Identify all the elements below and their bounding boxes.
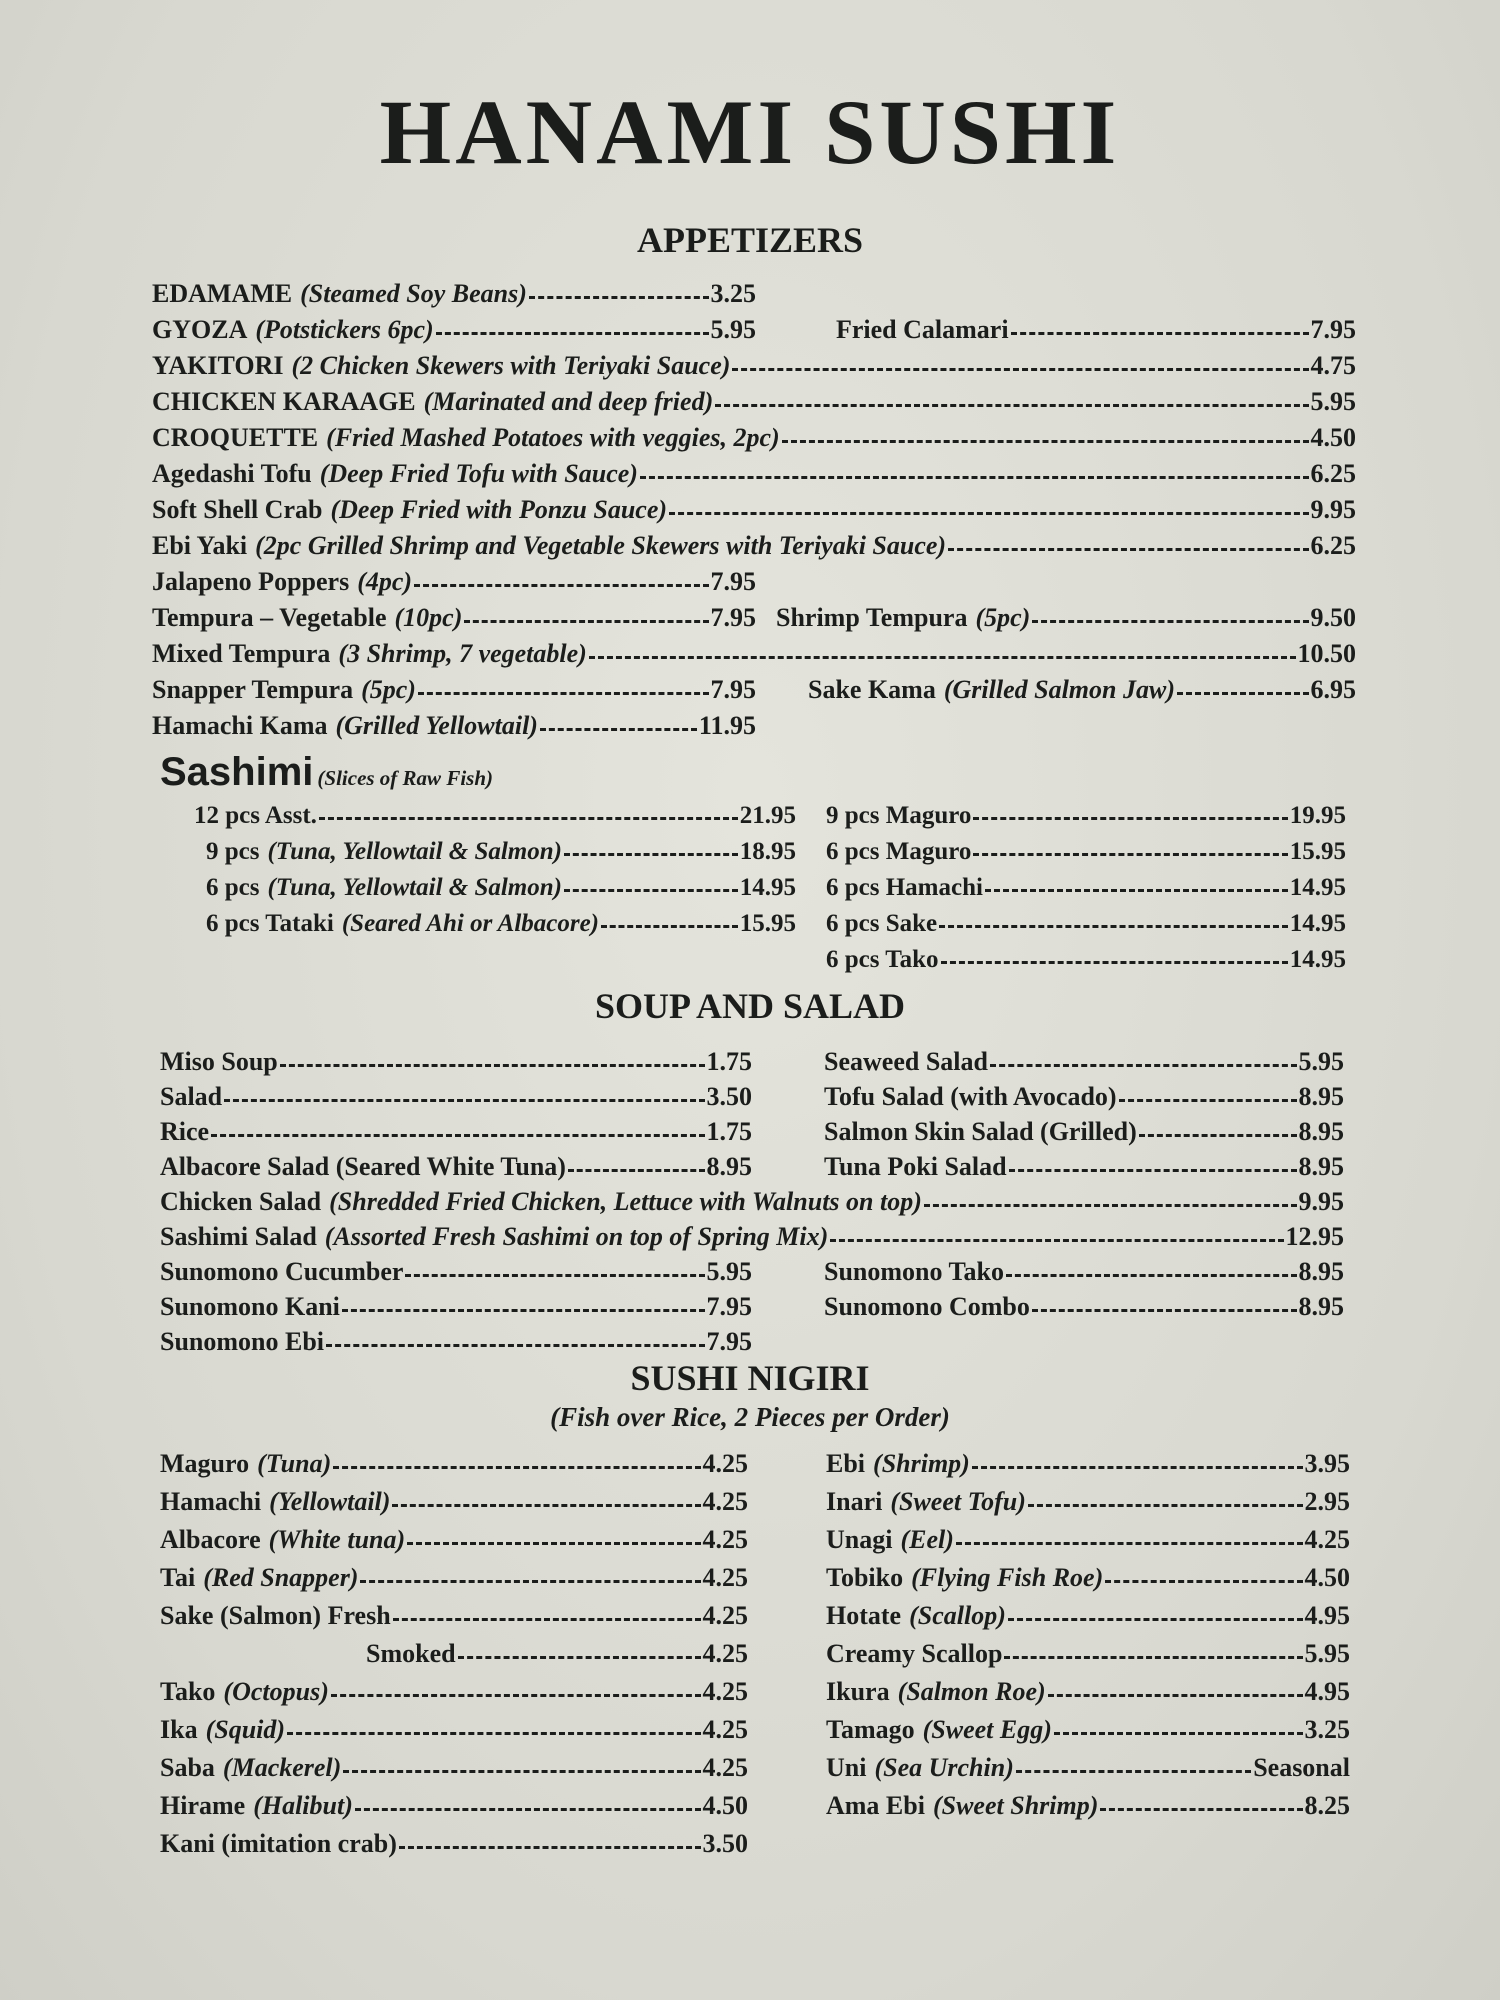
item-name: Tamago — [826, 1715, 915, 1744]
appetizers-item — [152, 604, 756, 633]
item-name: Sunomono Cucumber — [160, 1257, 404, 1286]
dot-leader — [529, 296, 709, 299]
item-price: 9.95 — [1310, 495, 1356, 524]
dot-leader — [343, 1770, 700, 1773]
dot-leader — [224, 1099, 704, 1102]
appetizers-item — [152, 496, 1356, 525]
soup-salad-item — [160, 1293, 752, 1322]
item-description: (Grilled Salmon Jaw) — [943, 675, 1175, 704]
item-description: (Flying Fish Roe) — [911, 1563, 1104, 1592]
item-name: Ama Ebi — [826, 1791, 925, 1820]
item-description: (Sweet Egg) — [922, 1715, 1052, 1744]
nigiri-item — [826, 1602, 1350, 1631]
dot-leader — [985, 889, 1288, 892]
nigiri-item — [826, 1564, 1350, 1593]
item-name: Salmon Skin Salad (Grilled) — [824, 1117, 1137, 1146]
dot-leader — [355, 1808, 701, 1811]
item-name: Jalapeno Poppers — [152, 567, 350, 596]
item-description: (Tuna, Yellowtail & Salmon) — [267, 874, 562, 901]
item-description: (Sweet Shrimp) — [932, 1791, 1099, 1820]
dot-leader — [436, 332, 709, 335]
item-price: 3.95 — [1304, 1449, 1350, 1478]
nigiri-item — [826, 1488, 1350, 1517]
dot-leader — [1119, 1099, 1297, 1102]
dot-leader — [360, 1580, 700, 1583]
appetizers-item — [152, 352, 1356, 381]
dot-leader — [1006, 1274, 1297, 1277]
item-description: (Eel) — [900, 1525, 954, 1554]
item-name: Tako — [160, 1677, 216, 1706]
item-price: 4.25 — [702, 1753, 748, 1782]
dot-leader — [1048, 1694, 1303, 1697]
item-description: (Shredded Fried Chicken, Lettuce with Walnuts on top) — [329, 1187, 922, 1216]
item-price: Seasonal — [1253, 1753, 1350, 1782]
dot-leader — [1028, 1504, 1303, 1507]
nigiri-item — [826, 1450, 1350, 1479]
item-price: 4.50 — [702, 1791, 748, 1820]
item-price: 5.95 — [1310, 387, 1356, 416]
dot-leader — [956, 1542, 1303, 1545]
item-name: Hotate — [826, 1601, 902, 1630]
dot-leader — [1004, 1656, 1302, 1659]
nigiri-item — [826, 1526, 1350, 1555]
item-name: GYOZA — [152, 315, 248, 344]
item-name: Tuna Poki Salad — [824, 1152, 1007, 1181]
dot-leader — [464, 620, 708, 623]
item-description: (Fried Mashed Potatoes with veggies, 2pc) — [326, 423, 780, 452]
dot-leader — [392, 1504, 700, 1507]
item-price: 5.95 — [1304, 1639, 1350, 1668]
item-description: (Yellowtail) — [269, 1487, 391, 1516]
dot-leader — [732, 368, 1308, 371]
soup-salad-item — [160, 1118, 752, 1147]
item-description: (Assorted Fresh Sashimi on top of Spring Mix) — [324, 1222, 829, 1251]
item-name: 6 pcs Tataki — [206, 910, 334, 937]
soup-salad-item — [824, 1083, 1344, 1112]
dot-leader — [399, 1846, 701, 1849]
item-name: 6 pcs Maguro — [826, 838, 972, 865]
item-description: (Red Snapper) — [203, 1563, 359, 1592]
item-name: Kani (imitation crab) — [160, 1829, 397, 1858]
dot-leader — [540, 728, 697, 731]
item-price: 4.50 — [1304, 1563, 1350, 1592]
nigiri-item — [160, 1754, 748, 1783]
dot-leader — [1139, 1134, 1297, 1137]
item-description: (Shrimp) — [873, 1449, 970, 1478]
item-price: 1.75 — [706, 1117, 752, 1146]
item-price: 7.95 — [706, 1292, 752, 1321]
item-name: Albacore — [160, 1525, 261, 1554]
item-name: Fried Calamari — [836, 315, 1009, 344]
nigiri-item — [160, 1830, 748, 1859]
item-price: 8.95 — [1298, 1152, 1344, 1181]
appetizers-item — [152, 316, 756, 345]
item-description: (Potstickers 6pc) — [255, 315, 434, 344]
item-name: Soft Shell Crab — [152, 495, 323, 524]
item-name: Tobiko — [826, 1563, 904, 1592]
item-price: 15.95 — [739, 910, 796, 937]
item-name: CHICKEN KARAAGE — [152, 387, 416, 416]
appetizers-item — [152, 532, 1356, 561]
dot-leader — [939, 925, 1288, 928]
item-price: 4.95 — [1304, 1601, 1350, 1630]
item-price: 21.95 — [739, 802, 796, 829]
nigiri-item — [826, 1754, 1350, 1783]
item-name: Seaweed Salad — [824, 1047, 988, 1076]
appetizers-item — [152, 424, 1356, 453]
dot-leader — [458, 1656, 701, 1659]
dot-leader — [287, 1732, 700, 1735]
item-name: Sunomono Kani — [160, 1292, 340, 1321]
dot-leader — [973, 853, 1287, 856]
item-description: (Salmon Roe) — [897, 1677, 1046, 1706]
item-name: Ika — [160, 1715, 198, 1744]
appetizers-item — [152, 280, 756, 309]
soup-salad-item — [824, 1048, 1344, 1077]
sashimi-item — [206, 874, 796, 902]
item-price: 4.25 — [702, 1525, 748, 1554]
soup-salad-item — [160, 1048, 752, 1077]
sashimi-item — [826, 946, 1346, 974]
item-price: 3.50 — [706, 1082, 752, 1111]
sashimi-item — [826, 838, 1346, 866]
item-name: Miso Soup — [160, 1047, 278, 1076]
item-price: 4.95 — [1304, 1677, 1350, 1706]
sashimi-subtitle: (Slices of Raw Fish) — [317, 766, 494, 790]
item-name: 6 pcs Hamachi — [826, 874, 983, 901]
item-description: (Steamed Soy Beans) — [300, 279, 527, 308]
dot-leader — [333, 1466, 700, 1469]
dot-leader — [280, 1064, 705, 1067]
item-price: 1.75 — [706, 1047, 752, 1076]
item-name: 9 pcs Maguro — [826, 802, 972, 829]
dot-leader — [1100, 1808, 1302, 1811]
nigiri-item — [160, 1602, 748, 1631]
item-price: 2.95 — [1304, 1487, 1350, 1516]
item-price: 7.95 — [706, 1327, 752, 1356]
soup-salad-item — [160, 1258, 752, 1287]
item-description: (Octopus) — [223, 1677, 329, 1706]
item-price: 8.95 — [1298, 1117, 1344, 1146]
sashimi-item — [826, 802, 1346, 830]
appetizers-item — [776, 604, 1356, 633]
dot-leader — [948, 548, 1308, 551]
item-description: (Scallop) — [909, 1601, 1006, 1630]
item-price: 7.95 — [710, 567, 756, 596]
item-name: 6 pcs Tako — [826, 946, 939, 973]
item-price: 4.25 — [702, 1449, 748, 1478]
item-price: 5.95 — [710, 315, 756, 344]
nigiri-item — [826, 1640, 1350, 1669]
item-price: 9.95 — [1298, 1187, 1344, 1216]
dot-leader — [782, 440, 1309, 443]
appetizers-item — [152, 568, 756, 597]
dot-leader — [972, 1466, 1303, 1469]
item-name: Tempura – Vegetable — [152, 603, 387, 632]
item-name: Tai — [160, 1563, 196, 1592]
item-name: Smoked — [366, 1639, 456, 1668]
sashimi-item — [826, 874, 1346, 902]
dot-leader — [924, 1204, 1297, 1207]
dot-leader — [393, 1618, 701, 1621]
dot-leader — [342, 1309, 705, 1312]
item-name: Maguro — [160, 1449, 250, 1478]
item-name: 6 pcs — [206, 874, 260, 901]
item-description: (White tuna) — [268, 1525, 406, 1554]
item-price: 7.95 — [710, 603, 756, 632]
dot-leader — [568, 1169, 705, 1172]
item-name: EDAMAME — [152, 279, 293, 308]
soup-salad-item — [824, 1118, 1344, 1147]
dot-leader — [1032, 620, 1308, 623]
item-price: 18.95 — [739, 838, 796, 865]
item-description: (Halibut) — [253, 1791, 353, 1820]
item-price: 4.25 — [702, 1639, 748, 1668]
item-price: 15.95 — [1289, 838, 1346, 865]
item-name: Snapper Tempura — [152, 675, 354, 704]
item-price: 9.50 — [1310, 603, 1356, 632]
item-price: 19.95 — [1289, 802, 1346, 829]
dot-leader — [941, 961, 1288, 964]
appetizers-item — [152, 712, 756, 741]
item-name: Ikura — [826, 1677, 890, 1706]
item-description: (Grilled Yellowtail) — [335, 711, 538, 740]
nigiri-item — [160, 1716, 748, 1745]
item-price: 4.50 — [1310, 423, 1356, 452]
item-name: Uni — [826, 1753, 867, 1782]
dot-leader — [418, 692, 709, 695]
dot-leader — [326, 1344, 704, 1347]
item-price: 7.95 — [710, 675, 756, 704]
dot-leader — [715, 404, 1308, 407]
dot-leader — [1009, 1169, 1297, 1172]
item-price: 4.25 — [702, 1563, 748, 1592]
soup-salad-item — [160, 1188, 1344, 1217]
dot-leader — [405, 1274, 704, 1277]
item-description: (Deep Fried with Ponzu Sauce) — [330, 495, 668, 524]
item-price: 4.25 — [1304, 1525, 1350, 1554]
item-name: Sake Kama — [808, 675, 936, 704]
item-name: Sunomono Combo — [824, 1292, 1030, 1321]
nigiri-item — [160, 1564, 748, 1593]
item-name: Saba — [160, 1753, 215, 1782]
item-name: Ebi — [826, 1449, 866, 1478]
item-description: (Tuna, Yellowtail & Salmon) — [267, 838, 562, 865]
item-name: Shrimp Tempura — [776, 603, 968, 632]
nigiri-item — [160, 1488, 748, 1517]
item-description: (Marinated and deep fried) — [423, 387, 714, 416]
item-price: 8.95 — [1298, 1082, 1344, 1111]
item-name: Inari — [826, 1487, 883, 1516]
dot-leader — [1008, 1618, 1303, 1621]
item-price: 4.25 — [702, 1677, 748, 1706]
item-name: Mixed Tempura — [152, 639, 331, 668]
item-name: Sashimi Salad — [160, 1222, 317, 1251]
item-description: (Tuna) — [257, 1449, 332, 1478]
dot-leader — [211, 1134, 704, 1137]
dot-leader — [640, 476, 1309, 479]
item-price: 8.25 — [1304, 1791, 1350, 1820]
appetizers-item — [152, 676, 756, 705]
item-price: 5.95 — [1298, 1047, 1344, 1076]
soup-salad-item — [824, 1258, 1344, 1287]
item-price: 14.95 — [1289, 946, 1346, 973]
dot-leader — [319, 817, 738, 820]
item-price: 6.25 — [1310, 531, 1356, 560]
item-price: 4.25 — [702, 1601, 748, 1630]
nigiri-item — [160, 1792, 748, 1821]
item-description: (3 Shrimp, 7 vegetable) — [338, 639, 587, 668]
item-name: Sunomono Ebi — [160, 1327, 325, 1356]
item-name: YAKITORI — [152, 351, 284, 380]
appetizers-item — [808, 676, 1356, 705]
nigiri-item — [160, 1526, 748, 1555]
item-name: Salad — [160, 1082, 223, 1111]
item-description: (4pc) — [357, 567, 413, 596]
item-name: Sake (Salmon) Fresh — [160, 1601, 391, 1630]
item-name: Creamy Scallop — [826, 1639, 1003, 1668]
dot-leader — [601, 925, 738, 928]
nigiri-item — [160, 1450, 748, 1479]
appetizers-item — [152, 388, 1356, 417]
dot-leader — [1032, 1309, 1297, 1312]
item-price: 4.25 — [702, 1487, 748, 1516]
dot-leader — [830, 1239, 1283, 1242]
sashimi-item — [194, 802, 796, 830]
soup-salad-item — [824, 1293, 1344, 1322]
item-name: Tofu Salad (with Avocado) — [824, 1082, 1117, 1111]
soup-salad-heading: SOUP AND SALAD — [594, 986, 906, 1026]
dot-leader — [564, 889, 738, 892]
item-price: 7.95 — [1310, 315, 1356, 344]
item-description: (10pc) — [394, 603, 463, 632]
item-name: 9 pcs — [206, 838, 260, 865]
item-description: (Squid) — [205, 1715, 286, 1744]
dot-leader — [669, 512, 1308, 515]
appetizers-heading: APPETIZERS — [636, 220, 864, 260]
item-description: (2 Chicken Skewers with Teriyaki Sauce) — [291, 351, 731, 380]
item-price: 14.95 — [1289, 910, 1346, 937]
item-price: 8.95 — [706, 1152, 752, 1181]
item-name: Hirame — [160, 1791, 246, 1820]
item-price: 14.95 — [739, 874, 796, 901]
item-price: 8.95 — [1298, 1257, 1344, 1286]
nigiri-subtitle: (Fish over Rice, 2 Pieces per Order) — [550, 1402, 950, 1432]
item-price: 11.95 — [698, 711, 756, 740]
dot-leader — [414, 584, 708, 587]
item-name: Rice — [160, 1117, 210, 1146]
item-description: (Deep Fried Tofu with Sauce) — [319, 459, 638, 488]
item-price: 12.95 — [1285, 1222, 1344, 1251]
item-description: (Seared Ahi or Albacore) — [341, 910, 600, 937]
nigiri-item — [160, 1678, 748, 1707]
appetizers-item — [152, 460, 1356, 489]
sashimi-item — [206, 910, 796, 938]
dot-leader — [331, 1694, 701, 1697]
nigiri-item — [826, 1792, 1350, 1821]
item-price: 3.50 — [702, 1829, 748, 1858]
sashimi-title: Sashimi — [160, 750, 314, 794]
item-price: 8.95 — [1298, 1292, 1344, 1321]
dot-leader — [589, 656, 1296, 659]
item-name: CROQUETTE — [152, 423, 319, 452]
sashimi-item — [826, 910, 1346, 938]
soup-salad-item — [824, 1153, 1344, 1182]
soup-salad-item — [160, 1153, 752, 1182]
item-name: 12 pcs Asst. — [194, 802, 317, 829]
item-description: (Sweet Tofu) — [890, 1487, 1026, 1516]
item-price: 6.95 — [1310, 675, 1356, 704]
item-name: Ebi Yaki — [152, 531, 248, 560]
dot-leader — [1016, 1770, 1251, 1773]
soup-salad-item — [160, 1223, 1344, 1252]
nigiri-item — [826, 1716, 1350, 1745]
dot-leader — [973, 817, 1287, 820]
item-name: Hamachi — [160, 1487, 262, 1516]
item-price: 5.95 — [706, 1257, 752, 1286]
item-name: Albacore Salad (Seared White Tuna) — [160, 1152, 566, 1181]
item-description: (5pc) — [361, 675, 416, 704]
soup-salad-item — [160, 1328, 752, 1357]
sashimi-item — [206, 838, 796, 866]
item-price: 6.25 — [1310, 459, 1356, 488]
item-name: Sunomono Tako — [824, 1257, 1004, 1286]
nigiri-item — [826, 1678, 1350, 1707]
nigiri-heading: SUSHI NIGIRI — [630, 1358, 870, 1398]
item-description: (Sea Urchin) — [874, 1753, 1014, 1782]
dot-leader — [1177, 692, 1309, 695]
soup-salad-item — [160, 1083, 752, 1112]
item-name: Chicken Salad — [160, 1187, 322, 1216]
restaurant-title: HANAMI SUSHI — [379, 81, 1121, 183]
item-price: 14.95 — [1289, 874, 1346, 901]
item-price: 3.25 — [1304, 1715, 1350, 1744]
nigiri-item — [366, 1640, 748, 1669]
item-name: Agedashi Tofu — [152, 459, 312, 488]
item-name: Unagi — [826, 1525, 893, 1554]
dot-leader — [1011, 332, 1309, 335]
appetizers-item — [152, 640, 1356, 669]
item-price: 10.50 — [1297, 639, 1356, 668]
item-description: (5pc) — [975, 603, 1031, 632]
item-description: (Mackerel) — [222, 1753, 342, 1782]
appetizers-item — [836, 316, 1356, 345]
item-price: 4.25 — [702, 1715, 748, 1744]
dot-leader — [1105, 1580, 1302, 1583]
item-name: 6 pcs Sake — [826, 910, 938, 937]
sashimi-heading — [160, 752, 493, 792]
item-description: (2pc Grilled Shrimp and Vegetable Skewers with Teriyaki Sauce) — [255, 531, 947, 560]
item-price: 4.75 — [1310, 351, 1356, 380]
dot-leader — [1054, 1732, 1303, 1735]
dot-leader — [990, 1064, 1297, 1067]
dot-leader — [564, 853, 738, 856]
item-name: Hamachi Kama — [152, 711, 328, 740]
item-price: 3.25 — [710, 279, 756, 308]
dot-leader — [407, 1542, 700, 1545]
